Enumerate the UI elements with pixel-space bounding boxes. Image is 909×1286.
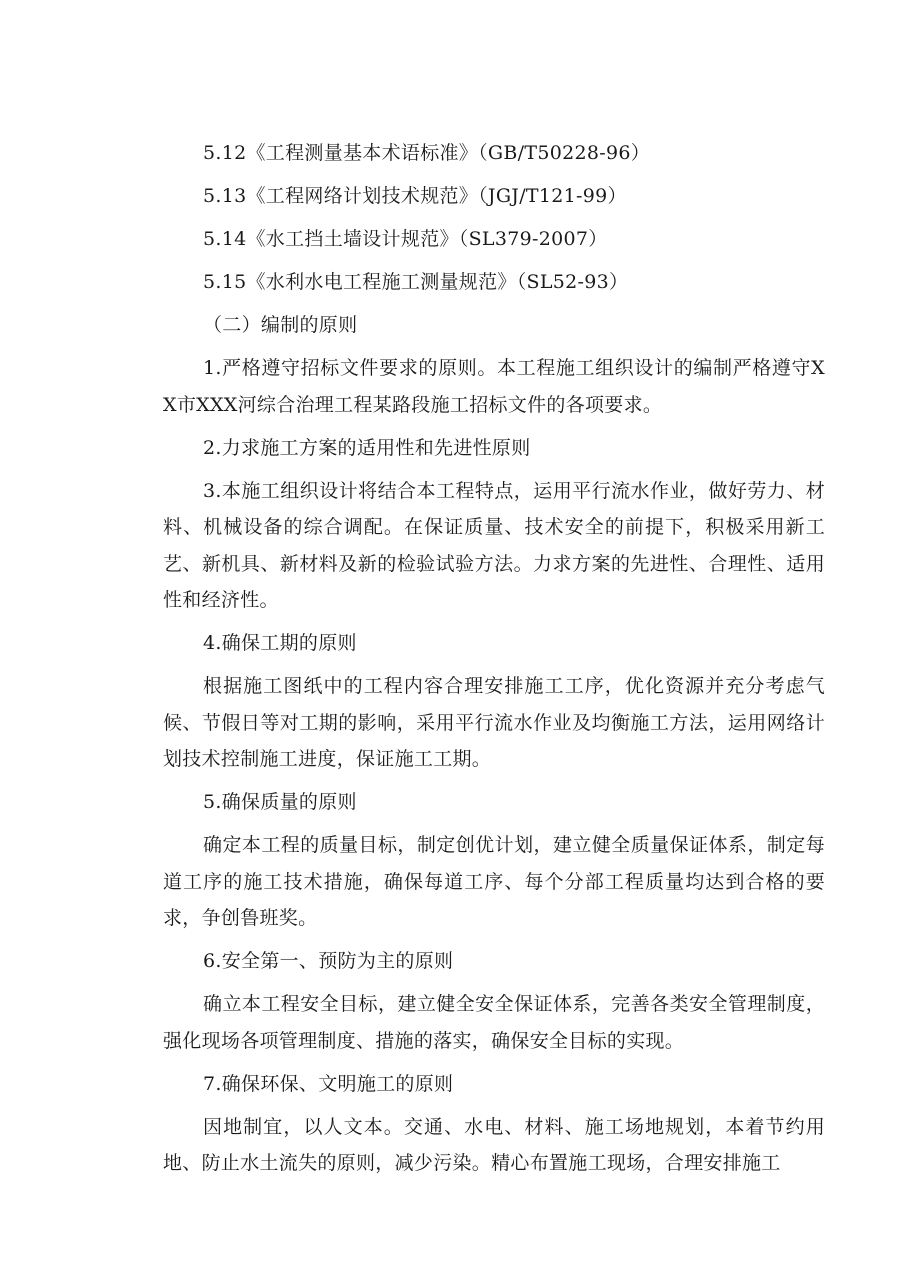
principle-7-heading: 7.确保环保、文明施工的原则 xyxy=(203,1072,454,1095)
standard-item-5-12: 5.12《工程测量基本术语标准》（GB/T50228-96） xyxy=(203,142,651,164)
standard-item-5-15: 5.15《水利水电工程施工测量规范》（SL52-93） xyxy=(203,271,629,293)
principle-6-body: 确立本工程安全目标，建立健全安全保证体系，完善各类安全管理制度，强化现场各项管理制度、措施的落实，确保安全目标的实现。 xyxy=(163,993,825,1052)
principle-1-paragraph: 1.严格遵守招标文件要求的原则。本工程施工组织设计的编制严格遵守XX市XXX河综合治理工程某路段施工招标文件的各项要求。 xyxy=(163,357,825,416)
principle-4-body: 根据施工图纸中的工程内容合理安排施工工序，优化资源并充分考虑气候、节假日等对工期的影响，采用平行流水作业及均衡施工方法，运用网络计划技术控制施工进度，保证施工工期。 xyxy=(163,675,825,770)
principle-2-heading: 2.力求施工方案的适用性和先进性原则 xyxy=(203,436,531,459)
principle-4-heading: 4.确保工期的原则 xyxy=(203,632,357,654)
principle-6-heading: 6.安全第一、预防为主的原则 xyxy=(203,950,454,972)
principle-7-body: 因地制宜，以人文本。交通、水电、材料、施工场地规划，本着节约用地、防止水土流失的原则，减少污染。精心布置施工现场，合理安排施工 xyxy=(163,1115,825,1174)
standard-item-5-14: 5.14《水工挡土墙设计规范》（SL379-2007） xyxy=(203,228,608,250)
standard-item-5-13: 5.13《工程网络计划技术规范》（JGJ/T121-99） xyxy=(203,185,627,207)
document-body xyxy=(163,135,825,1189)
section-heading-principles: （二）编制的原则 xyxy=(203,314,358,336)
principle-5-heading: 5.确保质量的原则 xyxy=(203,791,357,813)
principle-3-paragraph: 3.本施工组织设计将结合本工程特点，运用平行流水作业，做好劳力、材料、机械设备的综合调配。在保证质量、技术安全的前提下，积极采用新工艺、新机具、新材料及新的检验试验方法。力求方案的先进性、合理性、适用性和经济性。 xyxy=(163,479,825,611)
principle-5-body: 确定本工程的质量目标，制定创优计划，建立健全质量保证体系，制定每道工序的施工技术措施，确保每道工序、每个分部工程质量均达到合格的要求，争创鲁班奖。 xyxy=(163,834,825,929)
